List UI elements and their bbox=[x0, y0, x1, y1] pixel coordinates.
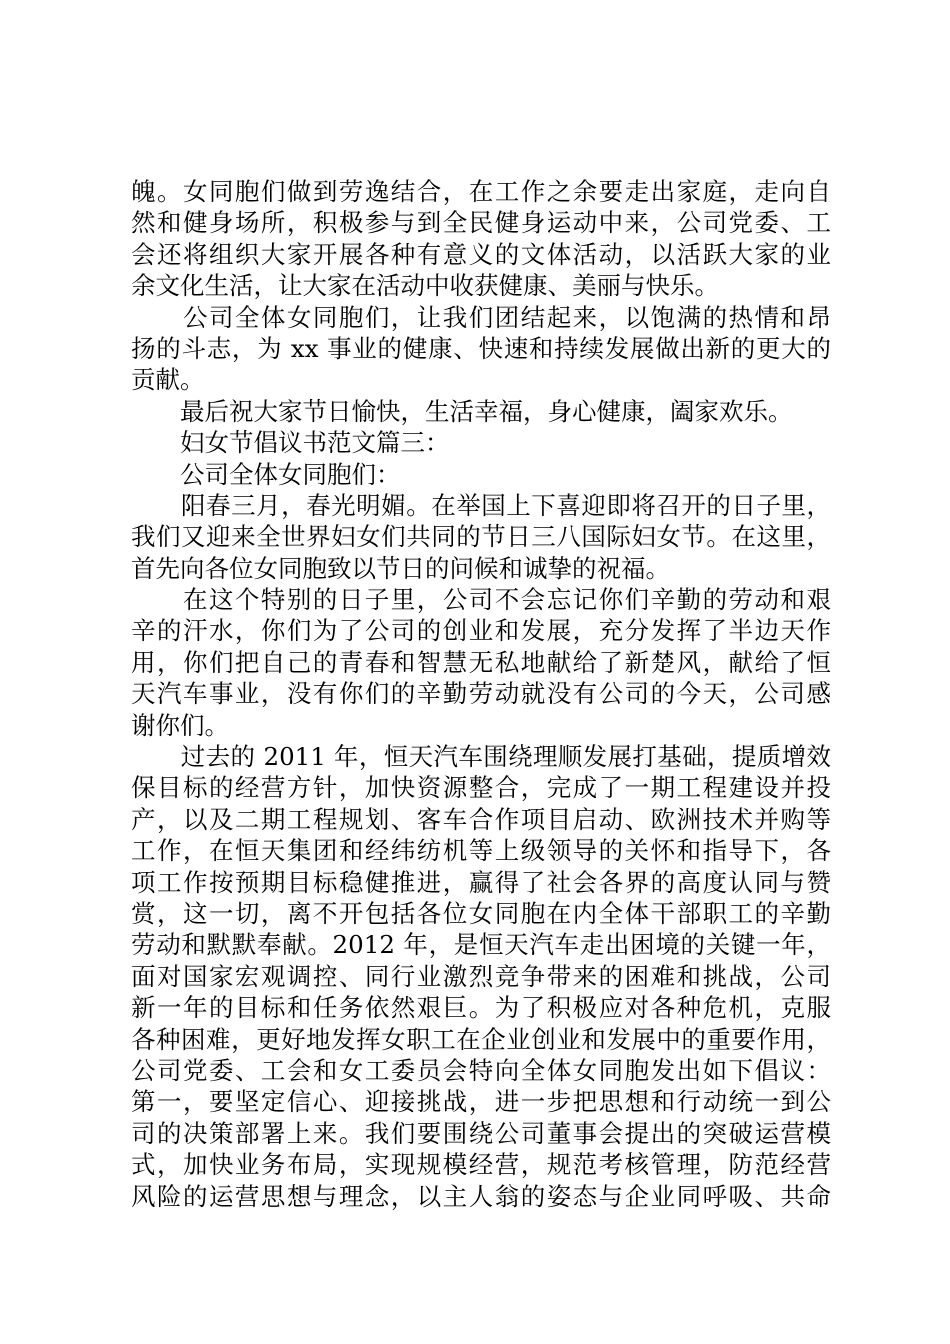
text-line: 赏，这一切，离不开包括各位女同胞在内全体干部职工的辛勤 bbox=[131, 898, 831, 928]
text-line: 谢你们。 bbox=[131, 710, 229, 740]
text-line: 保目标的经营方针，加快资源整合，完成了一期工程建设并投 bbox=[131, 773, 831, 803]
text-line: 产，以及二期工程规划、客车合作项目启动、欧洲技术并购等 bbox=[131, 804, 831, 834]
text-line: 首先向各位女同胞致以节日的问候和诚挚的祝福。 bbox=[131, 553, 670, 583]
text-line: 阳春三月，春光明媚。在举国上下喜迎即将召开的日子里， bbox=[131, 490, 831, 520]
text-line: 用，你们把自己的青春和智慧无私地献给了新楚风，献给了恒 bbox=[131, 647, 831, 677]
text-line: 工作，在恒天集团和经纬纺机等上级领导的关怀和指导下，各 bbox=[131, 836, 831, 866]
text-line: 在这个特别的日子里，公司不会忘记你们辛勤的劳动和艰 bbox=[131, 585, 831, 615]
text-line: 天汽车事业，没有你们的辛勤劳动就没有公司的今天，公司感 bbox=[131, 679, 831, 709]
document-body bbox=[131, 176, 831, 1212]
text-line: 辛的汗水，你们为了公司的创业和发展，充分发挥了半边天作 bbox=[131, 616, 831, 646]
text-line: 然和健身场所，积极参与到全民健身运动中来，公司党委、工 bbox=[131, 208, 831, 238]
text-line: 魄。女同胞们做到劳逸结合，在工作之余要走出家庭，走向自 bbox=[131, 177, 831, 206]
text-line: 式，加快业务布局，实现规模经营，规范考核管理，防范经营 bbox=[131, 1150, 831, 1180]
text-line: 劳动和默默奉献。2012 年，是恒天汽车走出困境的关键一年， bbox=[131, 930, 831, 960]
text-line: 司的决策部署上来。我们要围绕公司董事会提出的突破运营模 bbox=[131, 1118, 831, 1148]
text-line: 最后祝大家节日愉快，生活幸福，身心健康，阖家欢乐。 bbox=[131, 396, 793, 426]
text-line: 余文化生活，让大家在活动中收获健康、美丽与快乐。 bbox=[131, 271, 719, 301]
text-line: 新一年的目标和任务依然艰巨。为了积极应对各种危机，克服 bbox=[131, 993, 831, 1023]
text-line: 风险的运营思想与理念，以主人翁的姿态与企业同呼吸、共命 bbox=[131, 1181, 831, 1211]
text-line: 面对国家宏观调控、同行业激烈竞争带来的困难和挑战，公司 bbox=[131, 961, 831, 991]
text-line: 过去的 2011 年，恒天汽车围绕理顺发展打基础，提质增效 bbox=[131, 742, 831, 772]
text-line: 各种困难，更好地发挥女职工在企业创业和发展中的重要作用， bbox=[131, 1024, 831, 1054]
text-line: 扬的斗志，为 xx 事业的健康、快速和持续发展做出新的更大的 bbox=[131, 333, 831, 363]
text-line: 妇女节倡议书范文篇三： bbox=[131, 428, 450, 458]
text-line: 我们又迎来全世界妇女们共同的节日三八国际妇女节。在这里， bbox=[131, 522, 831, 552]
text-line: 第一，要坚定信心、迎接挑战，进一步把思想和行动统一到公 bbox=[131, 1087, 831, 1117]
text-line: 公司全体女同胞们： bbox=[131, 459, 401, 489]
text-line: 公司党委、工会和女工委员会特向全体女同胞发出如下倡议： bbox=[131, 1055, 831, 1085]
text-line: 贡献。 bbox=[131, 365, 205, 395]
text-line: 公司全体女同胞们，让我们团结起来，以饱满的热情和昂 bbox=[131, 302, 831, 332]
text-line: 会还将组织大家开展各种有意义的文体活动，以活跃大家的业 bbox=[131, 239, 831, 269]
text-line: 项工作按预期目标稳健推进，赢得了社会各界的高度认同与赞 bbox=[131, 867, 831, 897]
